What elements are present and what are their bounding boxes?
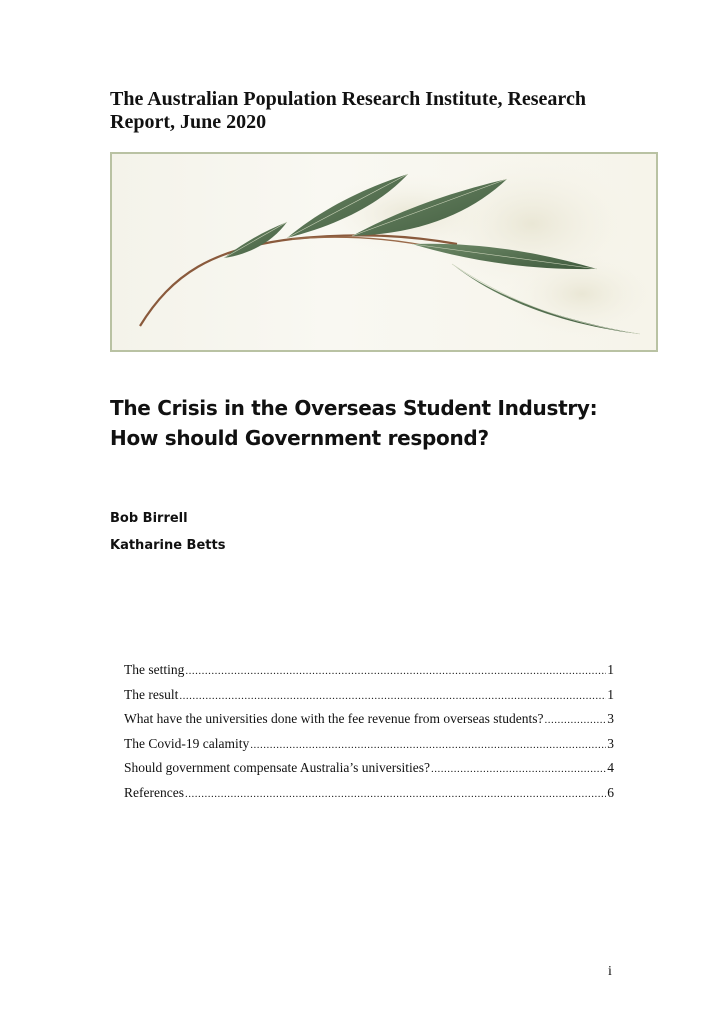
document-title: The Crisis in the Overseas Student Industry: How should Government respond?	[110, 396, 598, 450]
cover-image	[110, 152, 658, 352]
toc-leader-dots	[179, 690, 606, 702]
toc-leader-dots	[431, 763, 606, 775]
toc-entry[interactable]	[124, 687, 614, 712]
toc-leader-dots	[185, 665, 606, 677]
toc-entry-page: 1	[607, 662, 614, 677]
toc-entry-title: The result	[124, 686, 179, 702]
toc-leader-dots	[544, 714, 606, 726]
toc-entry[interactable]	[124, 785, 614, 810]
toc-entry-page: 1	[607, 686, 614, 702]
page-number: i	[608, 964, 612, 979]
eucalyptus-leaf-icon	[112, 154, 656, 350]
author-name: Katharine Betts	[110, 538, 226, 553]
toc-entry-page: 3	[607, 735, 614, 751]
toc-leader-dots	[250, 739, 606, 751]
toc-entry[interactable]	[124, 760, 614, 785]
toc-entry[interactable]	[124, 711, 614, 736]
toc-entry-title: Should government compensate Australia’s universities?	[124, 760, 430, 775]
toc-entry[interactable]	[124, 662, 614, 687]
toc-entry-title: The Covid-19 calamity	[124, 735, 250, 751]
toc-entry-title: References	[124, 784, 184, 800]
author-name: Bob Birrell	[110, 511, 188, 526]
toc-entry-title: The setting	[124, 662, 185, 677]
toc-entry-title: What have the universities done with the fee revenue from overseas students?	[124, 711, 544, 726]
toc-entry-page: 6	[607, 784, 614, 800]
toc-entry-page: 3	[607, 711, 614, 726]
toc-entry-page: 4	[607, 760, 614, 775]
table-of-contents	[124, 662, 614, 809]
toc-leader-dots	[185, 788, 606, 800]
report-header: The Australian Population Research Institute, Research Report, June 2020	[110, 88, 586, 133]
toc-entry[interactable]	[124, 736, 614, 761]
